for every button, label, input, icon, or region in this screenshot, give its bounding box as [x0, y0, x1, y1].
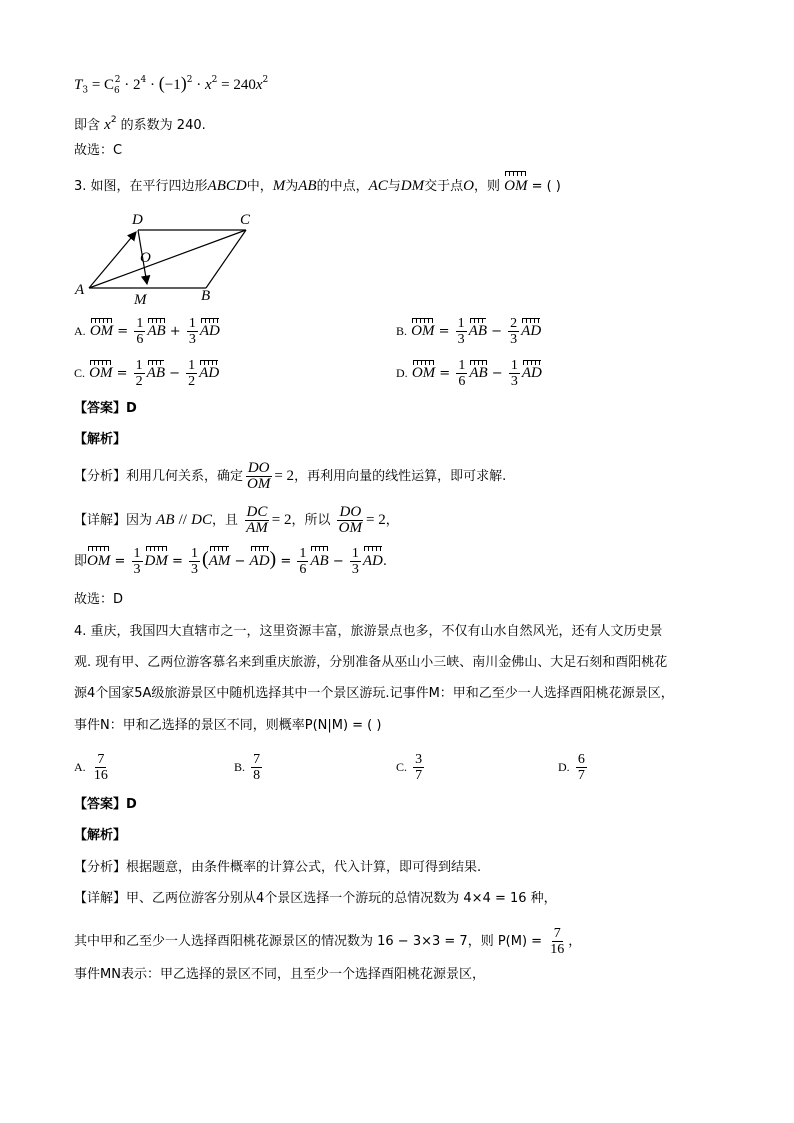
label-c: C [240, 212, 251, 228]
label-d: D [132, 212, 143, 228]
q4-answer: 【答案】D [74, 797, 137, 812]
q4-stem-1: 4. 重庆，我国四大直辖市之一，这里资源丰富，旅游景点也多，不仅有山水自然风光，还有人文历史景 [74, 624, 663, 639]
label-a: A [75, 282, 85, 298]
q4-detail-2: 其中甲和乙至少一人选择酉阳桃花源景区的情况数为 16 − 3×3 = 7，则 P(M) = $\frac{7}{16}$ ， [74, 926, 582, 957]
label-b: B [201, 288, 211, 304]
q3-option-d[interactable]: D. OM = $\frac{1}{6}$ AB − $\frac{1}{3}$ AD [396, 358, 542, 389]
q4-detail-3: 事件MN表示：甲乙选择的景区不同，且至少一个选择酉阳桃花源景区， [74, 967, 485, 982]
q4-option-d[interactable]: D. $\frac{6}{7}$ [558, 752, 585, 783]
q3-detail-1: 【详解】因为 AB // DC，且 $\frac{DC}{AM}$ = 2，所以 $\frac{DO}{OM}$ = 2， [74, 504, 399, 536]
q3-detail-2: 即OM = $\frac{1}{3}$ DM = $\frac{1}{3}$ (AM − AD) = $\frac{1}{6}$ AB − $\frac{1}{3}$ AD. [74, 546, 388, 577]
q4-analysis: 【分析】根据题意，由条件概率的计算公式，代入计算，即可得到结果. [74, 860, 482, 875]
q4-stem-3: 源4个国家5A级旅游景区中随机选择其中一个景区游玩.记事件M：甲和乙至少一人选择酉阳桃花源景区， [74, 686, 674, 701]
q3-jiexi: 【解析】 [74, 432, 127, 447]
parallelogram-figure [70, 208, 270, 308]
t3-formula: $T_3 = C_6^2 \cdot 2^4 \cdot (-1)^2 \cdot x^2 = 240x^2$ [74, 73, 269, 96]
q3-choice: 故选：D [74, 592, 124, 607]
q3-stem: 3. 如图，在平行四边形ABCD中，M为AB的中点，AC与DM交于点O，则 OM = ( ) [74, 178, 561, 194]
q4-jiexi: 【解析】 [74, 828, 127, 843]
q4-stem-4: 事件N：甲和乙选择的景区不同，则概率P(N|M) = ( ) [74, 718, 382, 733]
q3-option-a[interactable]: A. OM = $\frac{1}{6}$ AB + $\frac{1}{3}$ AD [74, 316, 220, 347]
q3-analysis: 【分析】利用几何关系，确定 $\frac{DO}{OM}$ = 2，再利用向量的线性运算，即可求解. [74, 460, 507, 492]
label-o: O [140, 250, 151, 266]
q3-option-c[interactable]: C. OM = $\frac{1}{2}$ AB − $\frac{1}{2}$ AD [74, 358, 220, 389]
q4-option-b[interactable]: B. $\frac{7}{8}$ [234, 752, 261, 783]
label-m: M [134, 292, 147, 308]
q4-stem-2: 观. 现有甲、乙两位游客慕名来到重庆旅游，分别准备从巫山小三峡、南川金佛山、大足石刻和酉阳桃花 [74, 655, 668, 670]
q3-answer: 【答案】D [74, 401, 137, 416]
q4-option-a[interactable]: A. $\frac{7}{16}$ [74, 752, 108, 783]
q3-option-b[interactable]: B. OM = $\frac{1}{3}$ AB − $\frac{2}{3}$ AD [396, 316, 542, 347]
q4-detail-1: 【详解】甲、乙两位游客分别从4个景区选择一个游玩的总情况数为 4×4 = 16 种， [74, 891, 557, 906]
prev-choice: 故选：C [74, 143, 123, 158]
coefficient-statement: 即含 $x^2$ 的系数为 240. [74, 115, 206, 133]
q4-option-c[interactable]: C. $\frac{3}{7}$ [396, 752, 423, 783]
